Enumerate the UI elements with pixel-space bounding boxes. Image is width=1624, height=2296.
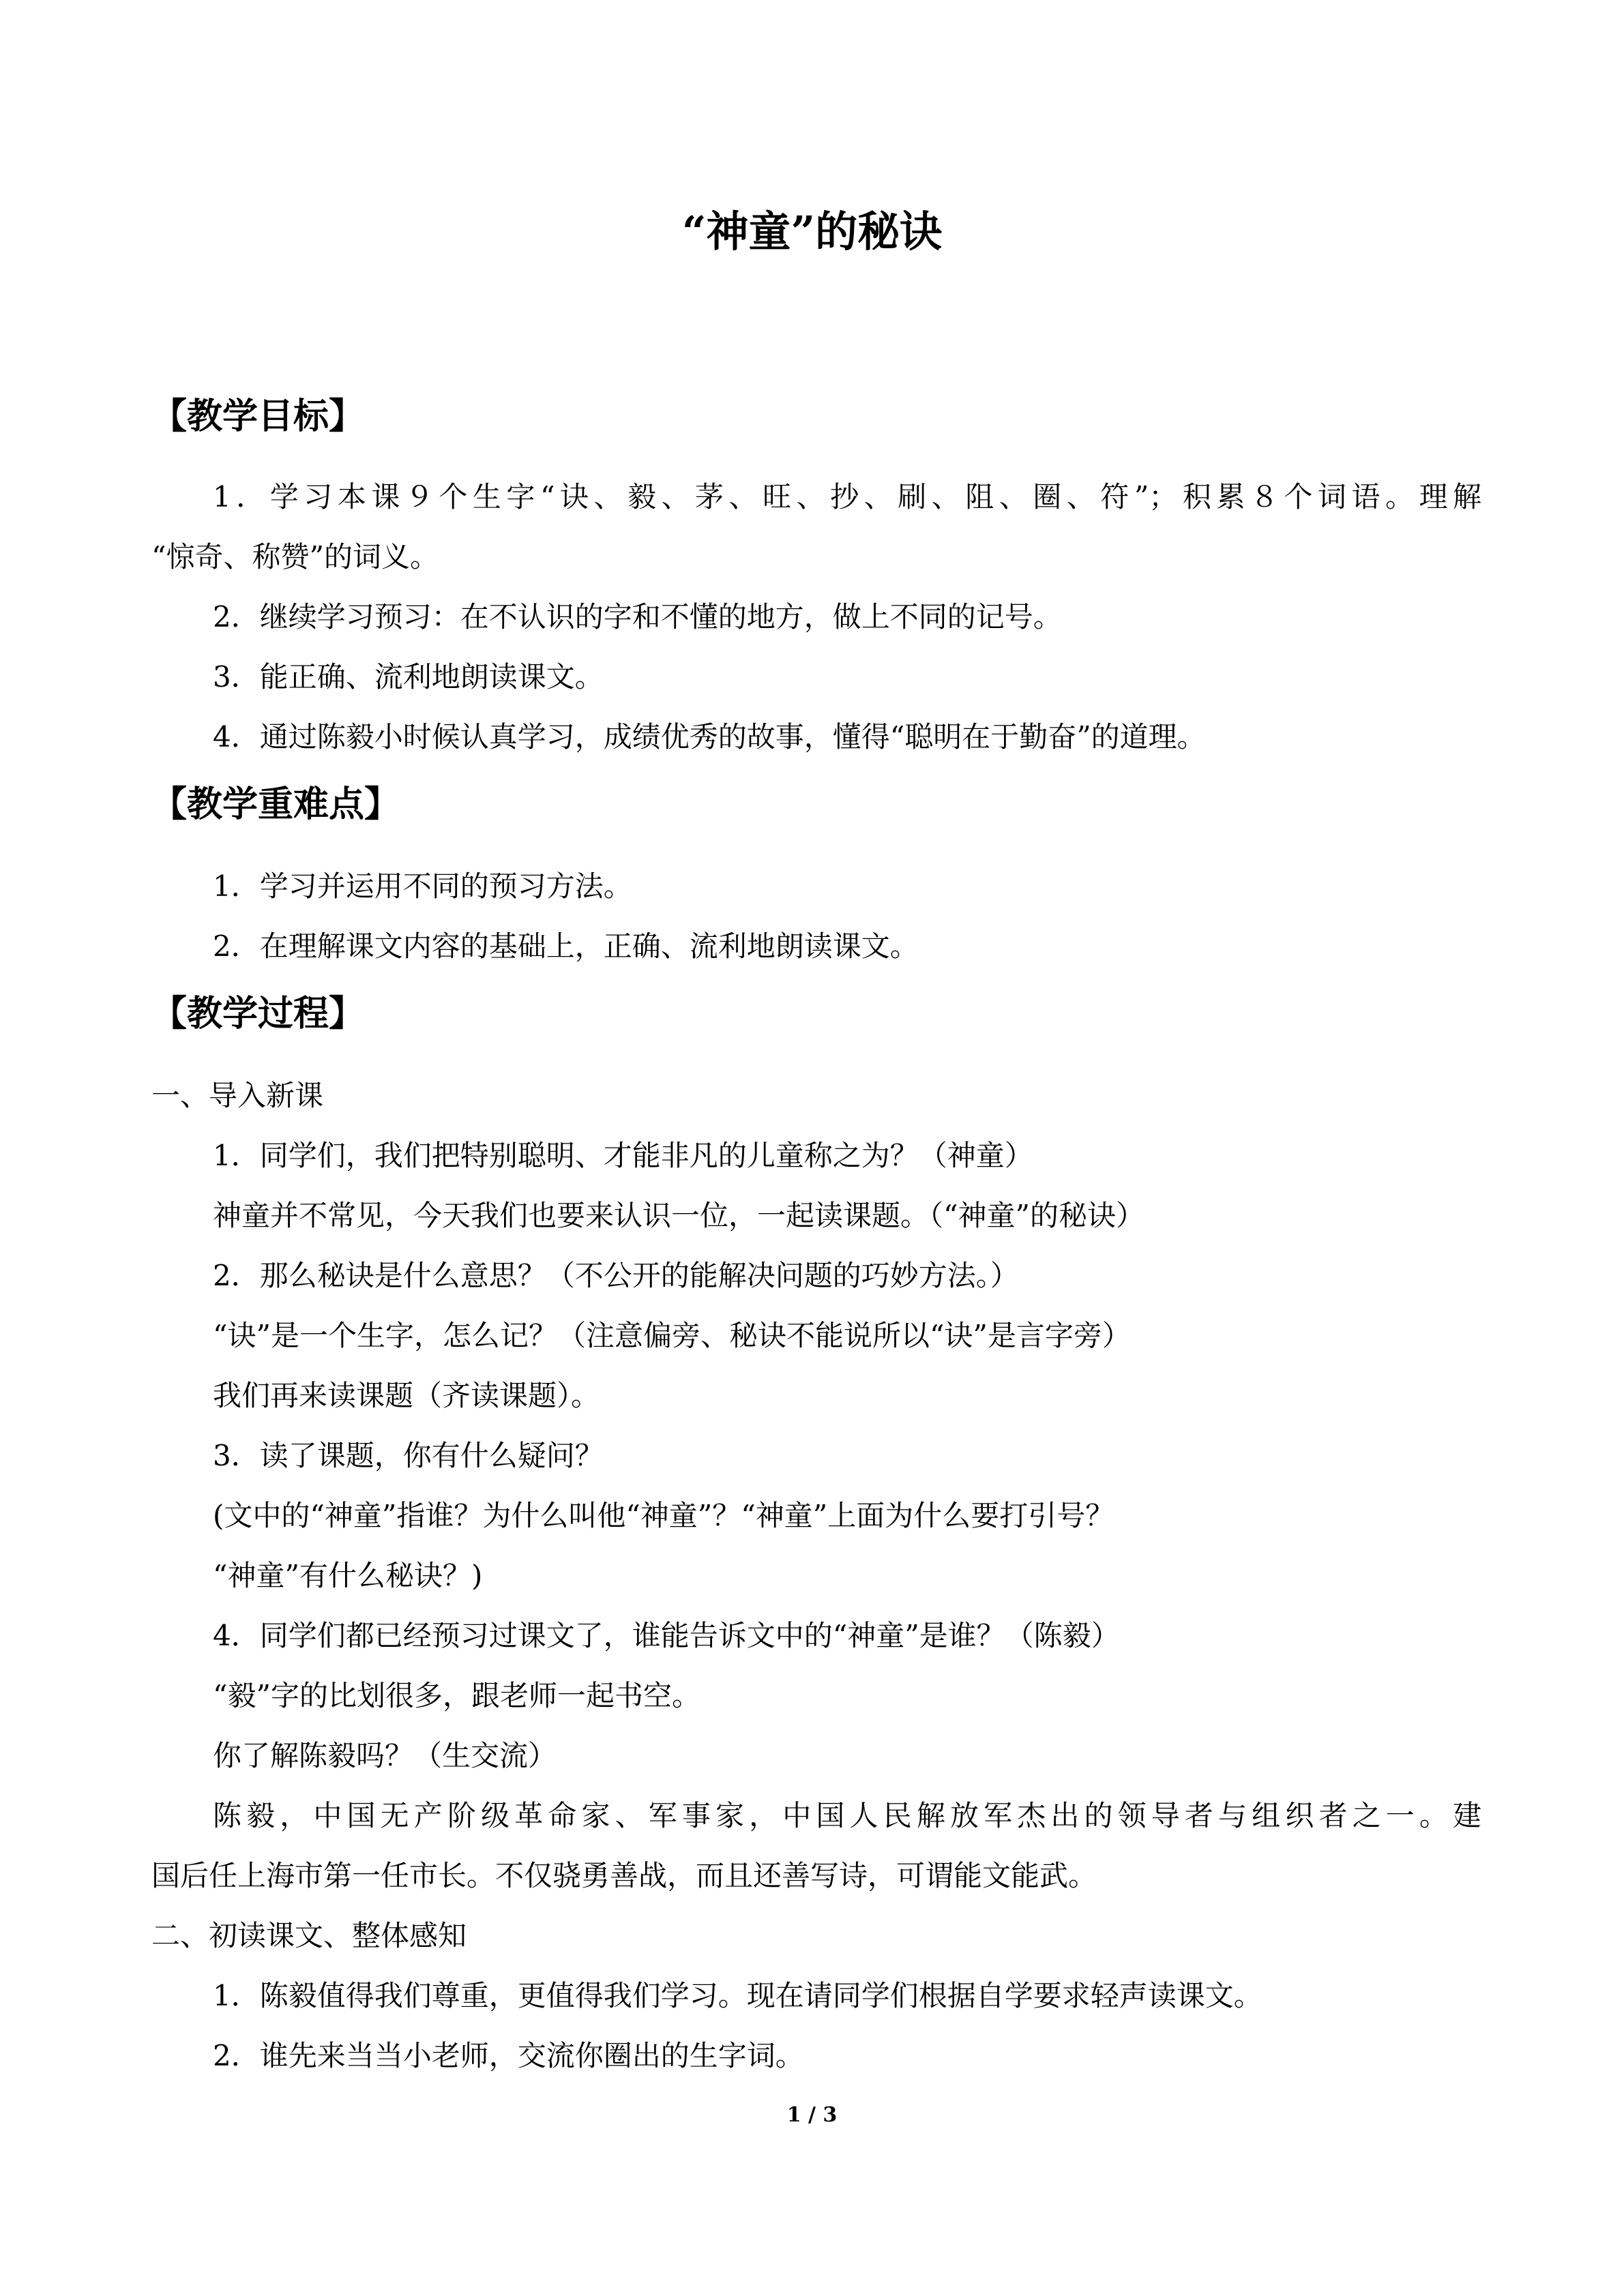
page-number: 1 / 3 — [786, 2103, 838, 2127]
process-line: “神童”有什么秘诀？) — [213, 1559, 483, 1592]
process-line: 2．那么秘诀是什么意思？（不公开的能解决问题的巧妙方法。） — [213, 1259, 1019, 1292]
process-line: 4．同学们都已经预习过课文了，谁能告诉文中的“神童”是谁？（陈毅） — [213, 1619, 1120, 1652]
heading-objectives: 【教学目标】 — [151, 396, 365, 437]
heading-process: 【教学过程】 — [151, 993, 365, 1034]
objective-item-2: 2．继续学习预习：在不认识的字和不懂的地方，做上不同的记号。 — [213, 600, 1062, 633]
objective-item-4: 4．通过陈毅小时候认真学习，成绩优秀的故事，懂得“聪明在于勤奋”的道理。 — [213, 720, 1206, 754]
objective-item-3: 3．能正确、流利地朗读课文。 — [213, 660, 604, 694]
objective-item-1-cont: “惊奇、称赞”的词义。 — [151, 540, 439, 573]
process-line: 2．谁先来当当小老师，交流你圈出的生字词。 — [213, 2039, 804, 2072]
process-line: 国后任上海市第一任市长。不仅骁勇善战，而且还善写诗，可谓能文能武。 — [151, 1859, 1097, 1892]
process-part2-title: 二、初读课文、整体感知 — [151, 1919, 467, 1952]
process-line: “诀”是一个生字，怎么记？（注意偏旁、秘诀不能说所以“诀”是言字旁） — [213, 1319, 1131, 1352]
keypoint-item-2: 2．在理解课文内容的基础上，正确、流利地朗读课文。 — [213, 929, 919, 963]
process-line: “毅”字的比划很多，跟老师一起书空。 — [213, 1679, 700, 1712]
process-line: 1．陈毅值得我们尊重，更值得我们学习。现在请同学们根据自学要求轻声读课文。 — [213, 1979, 1263, 2012]
process-line: 神童并不常见，今天我们也要来认识一位，一起读课题。（“神童”的秘诀） — [213, 1199, 1145, 1232]
process-line: 你了解陈毅吗？（生交流） — [213, 1739, 557, 1772]
process-line: 我们再来读课题（齐读课题）。 — [213, 1379, 600, 1412]
process-part1-title: 一、导入新课 — [151, 1079, 324, 1112]
keypoint-item-1: 1．学习并运用不同的预习方法。 — [213, 869, 632, 903]
process-line: 陈毅，中国无产阶级革命家、军事家，中国人民解放军杰出的领导者与组织者之一。建 — [213, 1799, 1481, 1832]
process-line: 1．同学们，我们把特别聪明、才能非凡的儿童称之为？（神童） — [213, 1139, 1033, 1172]
objective-item-1: 1．学习本课９个生字“诀、毅、茅、旺、抄、刷、阻、圈、符”；积累８个词语。理解 — [213, 480, 1481, 513]
document-title: “神童”的秘诀 — [681, 207, 943, 256]
process-line: (文中的“神童”指谁？为什么叫他“神童”？“神童”上面为什么要打引号？ — [213, 1499, 1114, 1532]
process-line: 3．读了课题，你有什么疑问？ — [213, 1439, 604, 1472]
heading-keypoints: 【教学重难点】 — [151, 784, 400, 825]
